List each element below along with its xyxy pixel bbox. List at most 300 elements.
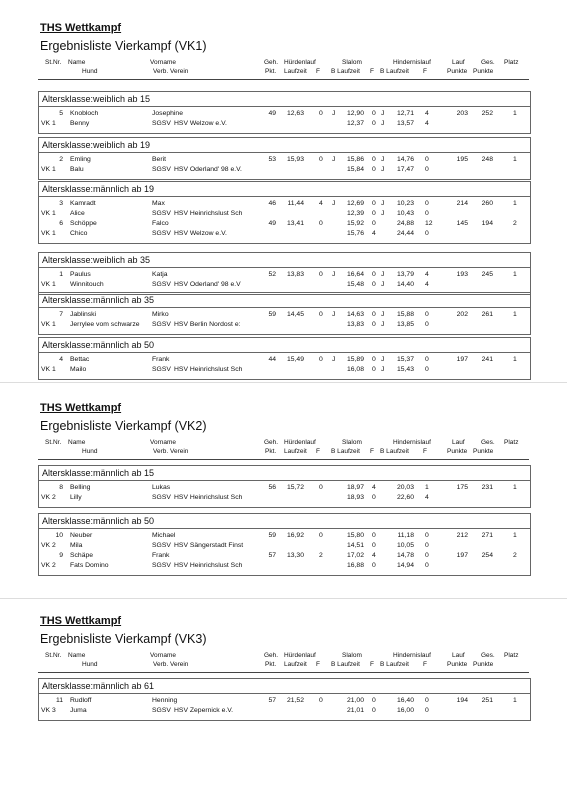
entry-row [39,532,530,542]
slalom-faults-1: 0 [372,220,376,227]
obstacle-faults-2: 0 [425,166,429,173]
run-points: 197 [456,552,468,559]
obstacle-faults-2: 0 [425,562,429,569]
entry-row [39,484,530,494]
header-huerdenlauf: Hürdenlauf [284,59,316,66]
slalom-time-1: 15,86 [346,156,364,163]
entry-row [39,110,530,120]
obstacle-time-2: 22,60 [396,494,414,501]
slalom-time-2: 18,93 [346,494,364,501]
hurdle-time: 15,72 [286,484,304,491]
obstacle-faults-1: 0 [425,552,429,559]
obstacle-b-1: J [381,156,385,163]
header-rule [38,79,529,80]
header-punkte2: Punkte [473,661,494,668]
header-b-laufzeit: B Laufzeit [331,68,360,75]
run-points: 195 [456,156,468,163]
header-laufzeit: Laufzeit [284,68,307,75]
dog-name: Mila [70,542,83,549]
header-b-laufzeit: B Laufzeit [331,448,360,455]
obstacle-time-2: 13,57 [396,120,414,127]
run-points: 212 [456,532,468,539]
header-f: F [423,661,427,668]
obstacle-time-2: 15,43 [396,366,414,373]
header-hund: Hund [82,661,98,668]
header-f: F [316,68,320,75]
age-class-title: Altersklasse:männlich ab 19 [42,184,155,194]
header-name: Name [68,59,86,66]
rank: 1 [513,271,517,278]
age-class-title: Altersklasse:männlich ab 61 [42,681,155,691]
age-class-rule [39,352,530,353]
entry-row [39,552,530,562]
slalom-b-1: J [332,110,336,117]
sheet-subtitle: Ergebnisliste Vierkampf (VK1) [40,39,207,53]
rank: 1 [513,156,517,163]
association: SGSV [152,166,171,173]
header-platz: Platz [504,652,519,659]
header-platz: Platz [504,59,519,66]
total-points: 245 [481,271,493,278]
total-points: 261 [481,311,493,318]
obstacle-time-2: 17,47 [396,166,414,173]
participant-name: Neuber [70,532,93,539]
club: HSV Sängerstadt Finst [174,542,244,549]
participant-name: Rudloff [70,697,92,704]
age-class-group [38,678,531,721]
hurdle-time: 21,52 [286,697,304,704]
association: SGSV [152,230,171,237]
run-points: 214 [456,200,468,207]
obstacle-time-1: 11,18 [397,532,414,539]
participant-firstname: Frank [152,552,170,559]
association: SGSV [152,281,171,288]
obstacle-time-1: 10,23 [396,200,414,207]
slalom-faults-2: 0 [372,542,376,549]
start-number: 10 [55,532,63,539]
obstacle-faults-1: 4 [425,110,429,117]
obstacle-faults-1: 0 [425,697,429,704]
obstacle-time-2: 10,05 [396,542,414,549]
rank: 1 [513,484,517,491]
slalom-faults-1: 0 [372,200,376,207]
dog-name: Winnitouch [70,281,104,288]
slalom-faults-1: 0 [372,697,376,704]
slalom-faults-2: 0 [372,166,376,173]
entry-row-dog [39,166,530,176]
obstacle-b-2: J [381,120,385,127]
header-f: F [316,448,320,455]
hurdle-time: 13,30 [286,552,304,559]
sheet-title: THS Wettkampf [40,402,122,414]
obstacle-time-2: 10,43 [396,210,414,217]
class-label: VK 1 [41,366,56,373]
total-points: 241 [481,356,493,363]
slalom-faults-2: 0 [372,494,376,501]
age-class-rule [39,693,530,694]
entry-row [39,220,530,230]
start-number: 8 [59,484,63,491]
start-number: 3 [59,200,63,207]
club: HSV Zepernick e.V. [174,707,234,714]
slalom-b-1: J [332,271,336,278]
header-laufzeit: Laufzeit [284,448,307,455]
obstacle-b-1: J [381,271,385,278]
participant-name: Belling [70,484,91,491]
participant-name: Paulus [70,271,91,278]
club: HSV Heinrichslust Sch [174,562,243,569]
rank: 1 [513,532,517,539]
class-label: VK 2 [41,494,56,501]
header-punkte: Punkte [447,68,468,75]
dog-name: Fats Domino [70,562,109,569]
slalom-faults-2: 0 [372,321,376,328]
age-class-title: Altersklasse:männlich ab 50 [42,340,155,350]
header-ges: Ges. [481,652,495,659]
slalom-faults-1: 0 [372,311,376,318]
header-hindernislauf: Hindernislauf [393,652,431,659]
club: HSV Welzow e.V. [174,120,227,127]
slalom-faults-2: 0 [372,120,376,127]
age-class-group [38,91,531,134]
age-class-group [38,465,531,508]
participant-firstname: Falco [152,220,169,227]
header-slalom: Slalom [342,439,362,446]
club: HSV Heinrichslust Sch [174,366,243,373]
start-number: 4 [59,356,63,363]
obstacle-faults-1: 0 [425,311,429,318]
start-number: 1 [59,271,63,278]
dog-name: Chico [70,230,88,237]
total-points: 251 [481,697,493,704]
header-lauf: Lauf [452,59,465,66]
participant-name: Jablinski [70,311,97,318]
obstacle-faults-2: 0 [425,366,429,373]
dog-name: Juma [70,707,87,714]
header-punkte: Punkte [447,448,468,455]
sheet-subtitle: Ergebnisliste Vierkampf (VK2) [40,419,207,433]
obstacle-b-1: J [381,356,385,363]
slalom-time-1: 18,97 [346,484,364,491]
rank: 1 [513,110,517,117]
obstacle-faults-1: 4 [425,271,429,278]
age-class-title: Altersklasse:weiblich ab 15 [42,94,151,104]
hurdle-faults: 4 [319,200,323,207]
header-hund: Hund [82,448,98,455]
obstacle-time-1: 12,71 [396,110,414,117]
total-points: 231 [481,484,493,491]
obstacle-faults-1: 0 [425,200,429,207]
participant-firstname: Max [152,200,165,207]
rank: 1 [513,311,517,318]
header-b-laufzeit: B Laufzeit [380,661,409,668]
association: SGSV [152,494,171,501]
header-b-laufzeit: B Laufzeit [331,661,360,668]
slalom-time-1: 12,69 [346,200,364,207]
rank: 2 [513,220,517,227]
obstacle-time-1: 14,76 [396,156,414,163]
slalom-time-2: 12,37 [346,120,364,127]
dog-name: Alice [70,210,85,217]
header-huerdenlauf: Hürdenlauf [284,652,316,659]
age-class-rule [39,152,530,153]
slalom-time-1: 15,80 [346,532,364,539]
header-slalom: Slalom [342,59,362,66]
slalom-time-1: 17,02 [346,552,364,559]
slalom-faults-1: 0 [372,356,376,363]
header-name: Name [68,439,86,446]
run-points: 193 [456,271,468,278]
entry-row-dog [39,562,530,572]
class-label: VK 2 [41,562,56,569]
obstacle-time-2: 14,40 [396,281,414,288]
hurdle-faults: 2 [319,552,323,559]
entry-row-dog [39,366,530,376]
hurdle-faults: 0 [319,697,323,704]
age-class-rule [39,106,530,107]
participant-name: Schöppe [70,220,97,227]
class-label: VK 1 [41,120,56,127]
slalom-faults-1: 4 [372,552,376,559]
obstacle-b-2: J [381,321,385,328]
association: SGSV [152,562,171,569]
entry-row [39,200,530,210]
slalom-faults-1: 0 [372,532,376,539]
obstacle-b-2: J [381,366,385,373]
header-hindernislauf: Hindernislauf [393,439,431,446]
start-number: 6 [59,220,63,227]
dog-name: Balu [70,166,84,173]
association: SGSV [152,366,171,373]
hurdle-time: 15,93 [286,156,304,163]
slalom-faults-2: 0 [372,210,376,217]
association: SGSV [152,707,171,714]
header-f: F [370,448,374,455]
obstacle-faults-1: 0 [425,356,429,363]
entry-row [39,271,530,281]
slalom-time-2: 15,48 [346,281,364,288]
association: SGSV [152,542,171,549]
dog-name: Jerrylee vom schwarze [70,321,140,328]
obstacle-time-1: 20,03 [396,484,414,491]
obedience-points: 46 [268,200,276,207]
header-platz: Platz [504,439,519,446]
obedience-points: 59 [268,311,276,318]
obstacle-b-1: J [381,110,385,117]
header-f: F [370,661,374,668]
header-geh: Geh. [264,439,279,446]
header-punkte2: Punkte [473,68,494,75]
entry-row-dog [39,210,530,220]
total-points: 248 [481,156,493,163]
slalom-time-2: 15,84 [346,166,364,173]
obedience-points: 53 [268,156,276,163]
class-label: VK 3 [41,707,56,714]
entry-row-dog [39,120,530,130]
obstacle-faults-2: 0 [425,230,429,237]
age-class-title: Altersklasse:männlich ab 35 [42,295,155,305]
dog-name: Benny [70,120,90,127]
obstacle-faults-1: 0 [425,156,429,163]
header-hindernislauf: Hindernislauf [393,59,431,66]
header-b-laufzeit: B Laufzeit [380,448,409,455]
header-f: F [370,68,374,75]
run-points: 145 [456,220,468,227]
obstacle-faults-2: 0 [425,542,429,549]
run-points: 197 [456,356,468,363]
slalom-b-1: J [332,356,336,363]
participant-name: Knobloch [70,110,99,117]
hurdle-faults: 0 [319,110,323,117]
obedience-points: 57 [268,552,276,559]
club: HSV Heinrichslust Sch [174,494,243,501]
hurdle-faults: 0 [319,220,323,227]
entry-row-dog [39,542,530,552]
slalom-faults-2: 4 [372,230,376,237]
obedience-points: 49 [268,220,276,227]
age-class-title: Altersklasse:weiblich ab 35 [42,255,151,265]
age-class-rule [39,267,530,268]
class-label: VK 1 [41,210,56,217]
association: SGSV [152,210,171,217]
header-rule [38,672,529,673]
club: HSV Welzow e.V. [174,230,227,237]
obedience-points: 49 [268,110,276,117]
slalom-b-1: J [332,156,336,163]
slalom-time-2: 21,01 [346,707,364,714]
participant-name: Emling [70,156,91,163]
obstacle-faults-2: 4 [425,120,429,127]
hurdle-time: 15,49 [286,356,304,363]
age-class-group [38,337,531,380]
header-verb-verein: Verb. Verein [153,661,189,668]
obstacle-faults-2: 0 [425,321,429,328]
obstacle-time-2: 14,94 [396,562,414,569]
header-pkt: Pkt. [265,448,277,455]
club: HSV Oderland' 98 e.V [174,281,241,288]
age-class-rule [39,307,530,308]
slalom-faults-1: 0 [372,156,376,163]
total-points: 194 [481,220,493,227]
rank: 1 [513,697,517,704]
class-label: VK 1 [41,281,56,288]
header-stnr: St.Nr. [45,59,62,66]
hurdle-faults: 0 [319,311,323,318]
age-class-title: Altersklasse:männlich ab 15 [42,468,155,478]
sheet-subtitle: Ergebnisliste Vierkampf (VK3) [40,632,207,646]
class-label: VK 1 [41,166,56,173]
header-vorname: Vorname [150,439,177,446]
slalom-faults-2: 0 [372,707,376,714]
header-pkt: Pkt. [265,68,277,75]
start-number: 5 [59,110,63,117]
obstacle-b-2: J [381,281,385,288]
obstacle-time-2: 13,85 [396,321,414,328]
age-class-group [38,292,531,335]
participant-firstname: Lukas [152,484,171,491]
obedience-points: 52 [268,271,276,278]
dog-name: Mailo [70,366,87,373]
page-divider [0,382,567,383]
age-class-rule [39,480,530,481]
header-f: F [316,661,320,668]
obstacle-faults-2: 4 [425,281,429,288]
entry-row [39,356,530,366]
dog-name: Lilly [70,494,82,501]
obstacle-faults-2: 0 [425,707,429,714]
header-vorname: Vorname [150,652,177,659]
run-points: 194 [456,697,468,704]
obedience-points: 44 [268,356,276,363]
slalom-time-1: 14,63 [346,311,364,318]
participant-name: Kamradt [70,200,96,207]
hurdle-faults: 0 [319,532,323,539]
obstacle-b-1: J [381,311,385,318]
entry-row [39,311,530,321]
age-class-group [38,252,531,295]
header-geh: Geh. [264,59,279,66]
page-divider [0,598,567,599]
entry-row [39,156,530,166]
age-class-rule [39,528,530,529]
club: HSV Berlin Nordost e: [174,321,241,328]
participant-firstname: Katja [152,271,168,278]
entry-row [39,697,530,707]
header-name: Name [68,652,86,659]
header-ges: Ges. [481,439,495,446]
hurdle-faults: 0 [319,484,323,491]
header-f: F [423,68,427,75]
header-laufzeit: Laufzeit [284,661,307,668]
sheet-title: THS Wettkampf [40,615,122,627]
obstacle-time-1: 15,37 [396,356,414,363]
slalom-time-2: 14,51 [346,542,364,549]
obstacle-time-1: 15,88 [396,311,414,318]
header-lauf: Lauf [452,652,465,659]
run-points: 175 [456,484,468,491]
header-verb-verein: Verb. Verein [153,68,189,75]
obstacle-b-1: J [381,200,385,207]
header-hund: Hund [82,68,98,75]
hurdle-time: 14,45 [286,311,304,318]
slalom-time-2: 16,88 [346,562,364,569]
entry-row-dog [39,321,530,331]
age-class-title: Altersklasse:weiblich ab 19 [42,140,151,150]
obstacle-time-1: 13,79 [396,271,414,278]
slalom-faults-2: 0 [372,562,376,569]
slalom-time-1: 21,00 [346,697,364,704]
total-points: 271 [481,532,493,539]
hurdle-faults: 0 [319,271,323,278]
association: SGSV [152,321,171,328]
participant-firstname: Frank [152,356,170,363]
total-points: 260 [481,200,493,207]
slalom-b-1: J [332,311,336,318]
entry-row-dog [39,230,530,240]
obstacle-faults-1: 0 [425,532,429,539]
header-huerdenlauf: Hürdenlauf [284,439,316,446]
class-label: VK 2 [41,542,56,549]
obstacle-faults-1: 1 [425,484,429,491]
header-f: F [423,448,427,455]
rank: 2 [513,552,517,559]
age-class-title: Altersklasse:männlich ab 50 [42,516,155,526]
hurdle-time: 16,92 [286,532,304,539]
sheet-title: THS Wettkampf [40,22,122,34]
slalom-time-1: 15,92 [346,220,364,227]
obstacle-time-1: 14,78 [396,552,414,559]
header-slalom: Slalom [342,652,362,659]
